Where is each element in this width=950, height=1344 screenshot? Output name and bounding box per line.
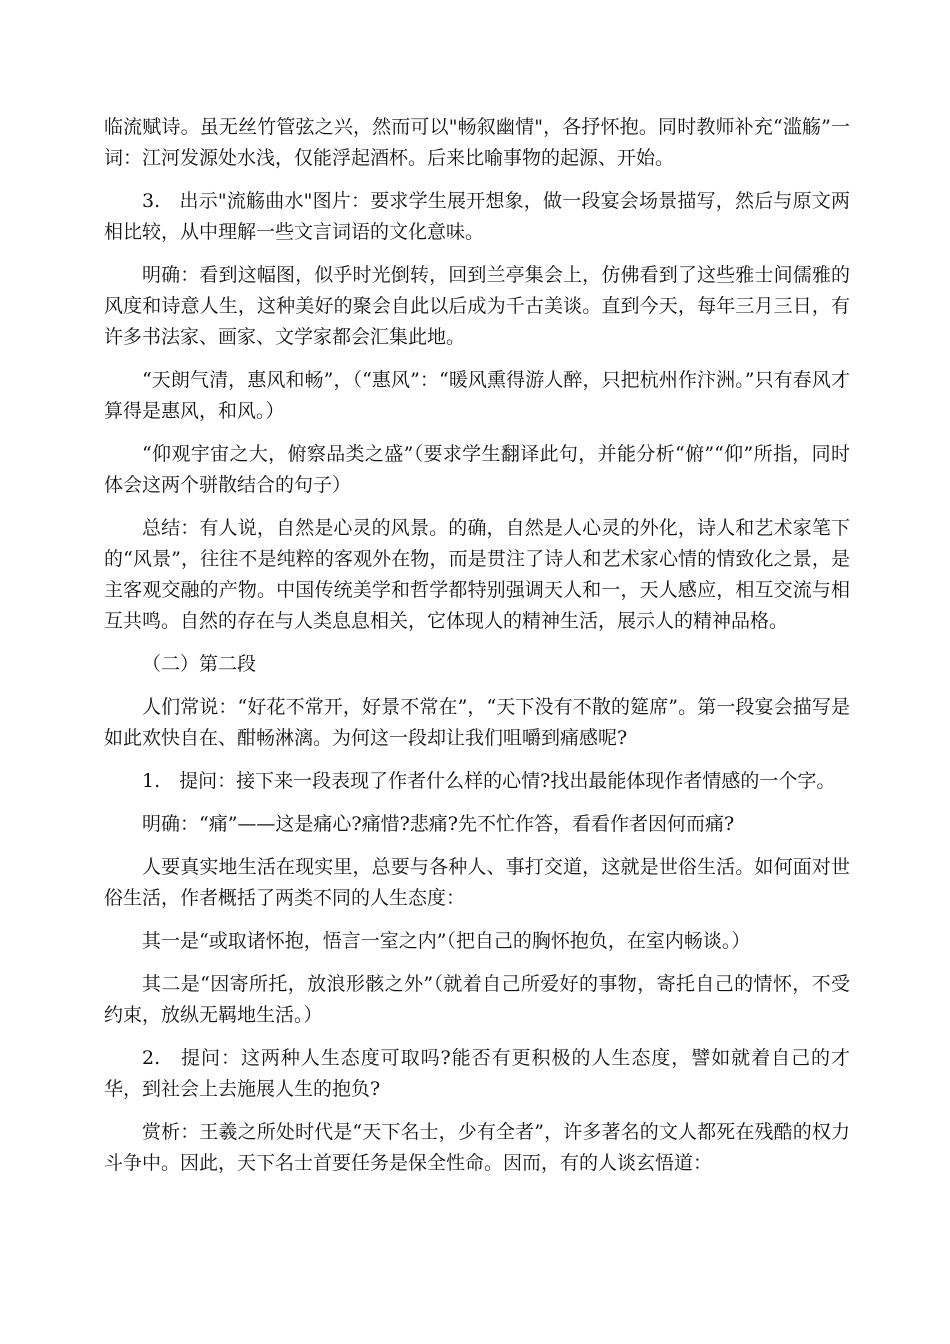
paragraph-6: 总结：有人说，自然是心灵的风景。的确，自然是人心灵的外化，诗人和艺术家笔下的“风景”，往往不是纯粹的客观外在物，而是贯注了诗人和艺术家心情的情致化之景，是主客观交融的产物。中国传统美学和哲学都特别强调天人和一，天人感应，相互交流与相互共鸣。自然的存在与人类息息相关，它体现人的精神生活，展示人的精神品格。 (104, 517, 850, 632)
paragraph-5: “仰观宇宙之大，俯察品类之盛”（要求学生翻译此句，并能分析“俯”“仰”所指，同时体会这两个骈散结合的句子） (104, 443, 850, 496)
paragraph-12: 其一是“或取诸怀抱，悟言一室之内”（把自己的胸怀抱负，在室内畅谈。） (142, 930, 751, 952)
document-body (104, 112, 850, 1191)
paragraph-15: 赏析：王羲之所处时代是“天下名士，少有全者”，许多著名的文人都死在残酷的权力斗争中。因此，天下名士首要任务是保全性命。因而，有的人谈玄悟道： (104, 1121, 850, 1174)
paragraph-14: 2. 提问：这两种人生态度可取吗?能否有更积极的人生态度，譬如就着自己的才华，到社会上去施展人生的抱负? (104, 1047, 850, 1100)
paragraph-3: 明确：看到这幅图，似乎时光倒转，回到兰亭集会上，仿佛看到了这些雅士间儒雅的风度和诗意人生，这种美好的聚会自此以后成为千古美谈。直到今天，每年三月三日，有许多书法家、画家、文学家都会汇集此地。 (104, 264, 850, 348)
paragraph-2: 3. 出示"流觞曲水"图片：要求学生展开想象，做一段宴会场景描写，然后与原文两相比较，从中理解一些文言词语的文化意味。 (104, 190, 850, 243)
paragraph-1: 临流赋诗。虽无丝竹管弦之兴，然而可以"畅叙幽情"，各抒怀抱。同时教师补充“滥觞”一词：江河发源处水浅，仅能浮起酒杯。后来比喻事物的起源、开始。 (104, 116, 850, 169)
paragraph-9: 1. 提问：接下来一段表现了作者什么样的心情?找出最能体现作者情感的一个字。 (142, 770, 836, 792)
paragraph-11: 人要真实地生活在现实里，总要与各种人、事打交道，这就是世俗生活。如何面对世俗生活，作者概括了两类不同的人生态度： (104, 856, 850, 909)
paragraph-8: 人们常说：“好花不常开，好景不常在”，“天下没有不散的筵席”。第一段宴会描写是如此欢快自在、酣畅淋漓。为何这一段却让我们咀嚼到痛感呢? (104, 696, 850, 749)
paragraph-4: “天朗气清，惠风和畅”，（“惠风”：“暖风熏得游人醉，只把杭州作汴洲。”只有春风才算得是惠风，和风。） (104, 369, 850, 422)
paragraph-13: 其二是“因寄所托，放浪形骸之外”（就着自己所爱好的事物，寄托自己的情怀，不受约束，放纵无羁地生活。） (104, 973, 850, 1026)
paragraph-10: 明确：“痛”——这是痛心?痛惜?悲痛?先不忙作答，看看作者因何而痛? (142, 813, 735, 835)
section-heading: （二）第二段 (142, 653, 257, 675)
